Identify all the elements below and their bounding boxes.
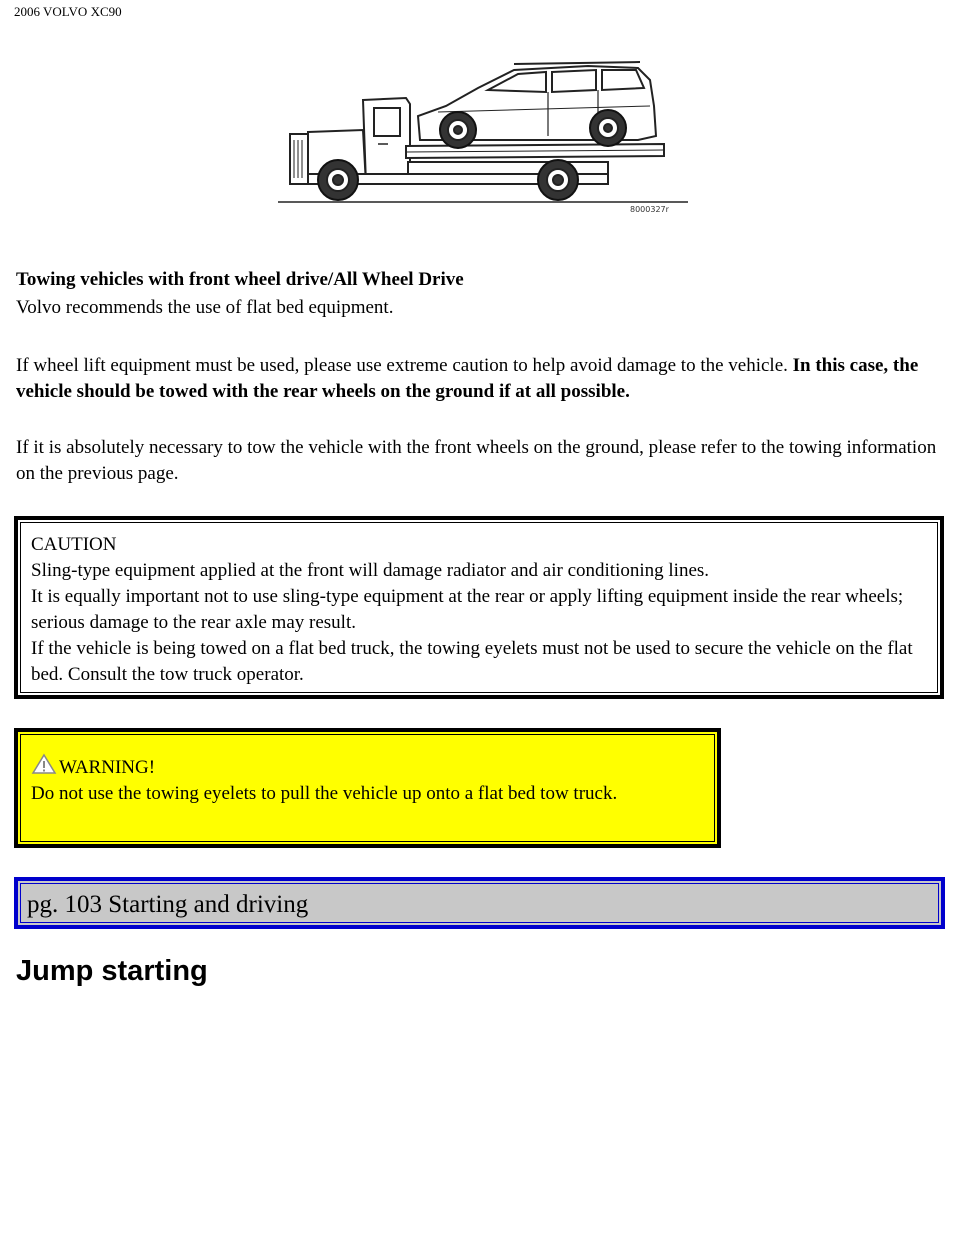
jump-starting-heading: Jump starting <box>16 955 208 987</box>
page-section-label: pg. 103 Starting and driving <box>20 883 939 923</box>
caution-box <box>14 516 944 699</box>
warning-box <box>14 728 721 848</box>
paragraph-flat-bed: Volvo recommends the use of flat bed equipment. <box>16 297 394 318</box>
warning-header <box>31 753 704 781</box>
section-heading: Towing vehicles with front wheel drive/All Wheel Drive <box>16 269 464 290</box>
figure-code: 8000327r <box>630 205 669 214</box>
paragraph-wheel-lift-emphasis: In this case, the vehicle should be towed with the rear wheels on the ground if at all possible. <box>16 355 919 402</box>
document-header-title: 2006 VOLVO XC90 <box>14 4 122 19</box>
caution-line-2: It is equally important not to use sling-type equipment at the rear or apply lifting equipment inside the rear wheels; serious damage to the rear axle may result. <box>31 586 904 633</box>
caution-line-1: Sling-type equipment applied at the front will damage radiator and air conditioning lines. <box>31 560 710 581</box>
paragraph-wheel-lift-text: If wheel lift equipment must be used, please use extreme caution to help avoid damage to the vehicle. <box>16 355 793 376</box>
warning-title: WARNING! <box>59 757 156 778</box>
warning-triangle-icon <box>31 753 57 775</box>
caution-line-3: If the vehicle is being towed on a flat bed truck, the towing eyelets must not be used to secure the vehicle on the flat bed. Consult the tow truck operator. <box>31 638 913 685</box>
warning-text: Do not use the towing eyelets to pull the vehicle up onto a flat bed tow truck. <box>31 783 618 804</box>
paragraph-wheel-lift <box>16 353 946 405</box>
paragraph-front-wheels: If it is absolutely necessary to tow the vehicle with the front wheels on the ground, please refer to the towing information on the previous page. <box>16 437 937 484</box>
flatbed-tow-truck-illustration <box>278 44 688 220</box>
page-section-bar <box>14 877 945 929</box>
caution-title: CAUTION <box>31 534 117 555</box>
